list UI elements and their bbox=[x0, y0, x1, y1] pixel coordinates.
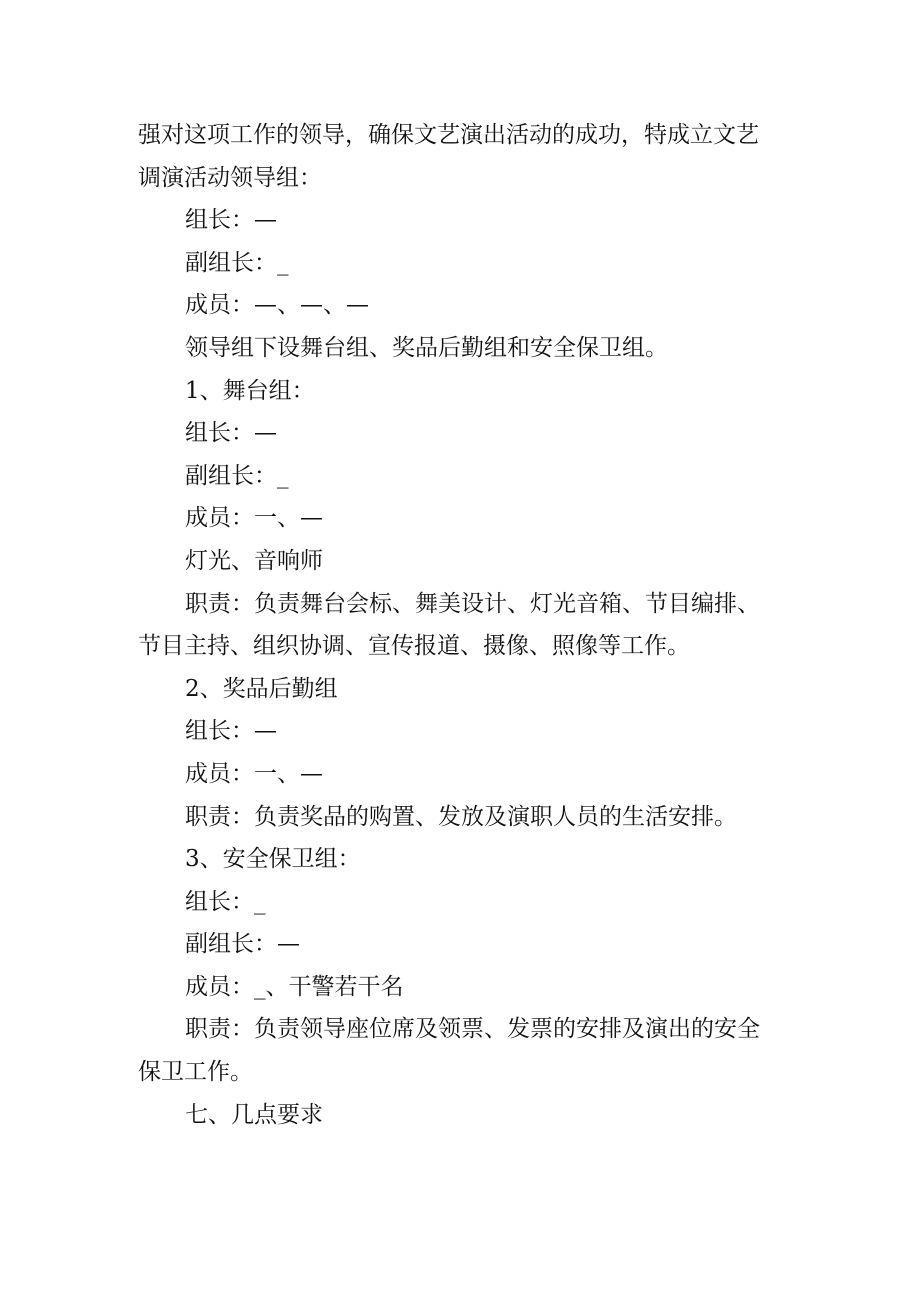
document-body bbox=[138, 114, 778, 1136]
paragraph-line: 组长：— bbox=[185, 207, 277, 234]
paragraph-line: 成员：一、— bbox=[185, 505, 323, 532]
paragraph-line: 副组长：_ bbox=[185, 249, 289, 276]
paragraph-line: 成员：—、—、— bbox=[185, 292, 369, 319]
paragraph-line: 灯光、音响师 bbox=[185, 547, 323, 574]
paragraph-line: 成员：一、— bbox=[185, 760, 323, 787]
paragraph-line: 副组长：_ bbox=[185, 462, 289, 489]
section-heading: 2、奖品后勤组 bbox=[185, 675, 338, 702]
paragraph-line: 强对这项工作的领导，确保文艺演出活动的成功，特成立文艺 bbox=[138, 122, 759, 148]
section-heading: 3、安全保卫组： bbox=[185, 846, 361, 873]
paragraph-line: 调演活动领导组： bbox=[138, 164, 322, 191]
paragraph-line: 保卫工作。 bbox=[138, 1059, 253, 1086]
paragraph-line: 组长：— bbox=[185, 420, 277, 447]
paragraph-line: 职责：负责舞台会标、舞美设计、灯光音箱、节目编排、 bbox=[185, 590, 760, 617]
paragraph-line: 组长：— bbox=[185, 718, 277, 745]
paragraph-line: 职责：负责领导座位席及领票、发票的安排及演出的安全 bbox=[185, 1016, 760, 1043]
paragraph-line: 成员：_、干警若干名 bbox=[185, 973, 404, 1000]
section-heading: 七、几点要求 bbox=[185, 1101, 323, 1128]
paragraph-line: 组长：_ bbox=[185, 888, 266, 915]
paragraph-line: 领导组下设舞台组、奖品后勤组和安全保卫组。 bbox=[185, 334, 668, 361]
section-heading: 1、舞台组： bbox=[185, 377, 315, 404]
paragraph-line: 副组长：— bbox=[185, 931, 300, 958]
paragraph-line: 节目主持、组织协调、宣传报道、摄像、照像等工作。 bbox=[138, 633, 690, 660]
paragraph-line: 职责：负责奖品的购置、发放及演职人员的生活安排。 bbox=[185, 803, 737, 830]
